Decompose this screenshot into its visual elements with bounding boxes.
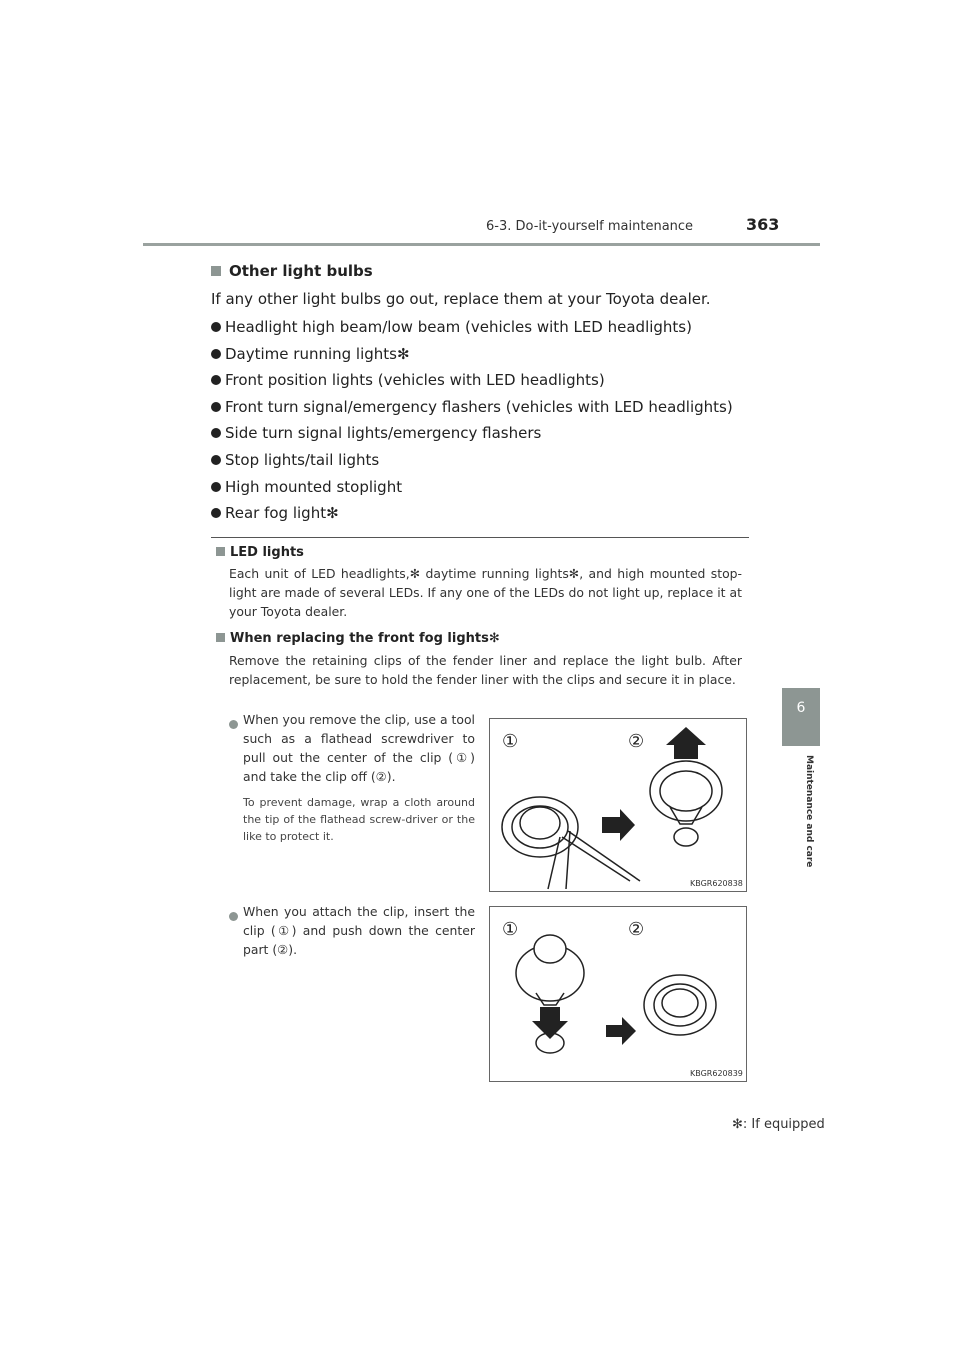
running-header: 6-3. Do-it-yourself maintenance: [486, 219, 694, 234]
header-rule: [143, 243, 820, 246]
intro-text: If any other light bulbs go out, replace them at your Toyota dealer.: [211, 290, 711, 308]
footnote: ✻: If equipped: [732, 1117, 825, 1132]
figure-attach-clip: [489, 906, 747, 1082]
bullet-icon: [211, 455, 221, 465]
figure-label-2: ②: [628, 919, 645, 940]
figure-code: KBGR620838: [690, 879, 743, 888]
figure-label-2: ②: [628, 731, 645, 752]
bullet-icon: [229, 912, 238, 921]
square-bullet-icon: [211, 266, 221, 276]
arrow-right-icon: [602, 809, 635, 841]
bullet-icon: [211, 482, 221, 492]
bullet-icon: [211, 428, 221, 438]
chapter-side-label: [790, 755, 814, 870]
chapter-tab: [782, 688, 820, 746]
section-title: [211, 262, 373, 280]
chapter-number: 6: [796, 700, 806, 716]
arrow-down-icon: [532, 1007, 568, 1039]
arrow-up-icon: [666, 727, 706, 759]
arrow-right-icon: [606, 1017, 636, 1045]
section-title-text: Other light bulbs: [229, 262, 373, 280]
fog-note-title: When replacing the front fog lights✻: [216, 631, 500, 646]
clip-removal-illustration: [490, 719, 746, 891]
attach-clip-text: When you attach the clip, insert the clip (①) and push down the center part (②).: [243, 904, 475, 957]
bullet-icon: [229, 720, 238, 729]
bullet-icon: [211, 508, 221, 518]
bullet-icon: [211, 402, 221, 412]
chapter-title: Maintenance and care: [804, 755, 814, 868]
clip-icon: [644, 975, 716, 1035]
figure-remove-clip: [489, 718, 747, 892]
bulb-list: [211, 316, 733, 529]
clip-icon: [502, 797, 640, 889]
square-bullet-icon: [216, 633, 225, 642]
figure-label-1: ①: [502, 919, 519, 940]
remove-clip-text: When you remove the clip, use a tool such as a flathead screwdriver to pull out the center of the clip (①) and take the clip off (②).: [243, 712, 475, 784]
list-item: Front position lights (vehicles with LED headlights): [211, 369, 733, 396]
clip-attach-illustration: [490, 907, 746, 1081]
attach-bullet: [229, 906, 243, 925]
led-note-body: Each unit of LED headlights,✻ daytime running lights✻, and high mounted stop-light are made of several LEDs. If any one of the LEDs do not light up, replace it at your Toyota dealer.: [229, 566, 742, 619]
list-item: Headlight high beam/low beam (vehicles with LED headlights): [211, 316, 733, 343]
fog-note-body: Remove the retaining clips of the fender liner and replace the light bulb. After replacement, be sure to hold the fender liner with the clips and secure it in place.: [229, 653, 742, 687]
figure-label-1: ①: [502, 731, 519, 752]
bullet-icon: [211, 349, 221, 359]
list-item: Daytime running lights✻: [211, 343, 733, 370]
bullet-icon: [211, 322, 221, 332]
figure-code: KBGR620839: [690, 1069, 743, 1078]
list-item: Stop lights/tail lights: [211, 449, 733, 476]
remove-clip-caution: To prevent damage, wrap a cloth around the tip of the flathead screw-driver or the like to protect it.: [243, 796, 475, 843]
notes-divider: [211, 537, 749, 538]
square-bullet-icon: [216, 547, 225, 556]
bullet-icon: [211, 375, 221, 385]
led-note-title: LED lights: [216, 545, 304, 560]
list-item: High mounted stoplight: [211, 476, 733, 503]
remove-bullet: [229, 714, 243, 733]
list-item: Side turn signal lights/emergency flashers: [211, 422, 733, 449]
list-item: Front turn signal/emergency flashers (vehicles with LED headlights): [211, 396, 733, 423]
page-number: 363: [746, 215, 780, 234]
list-item: Rear fog light✻: [211, 502, 733, 529]
